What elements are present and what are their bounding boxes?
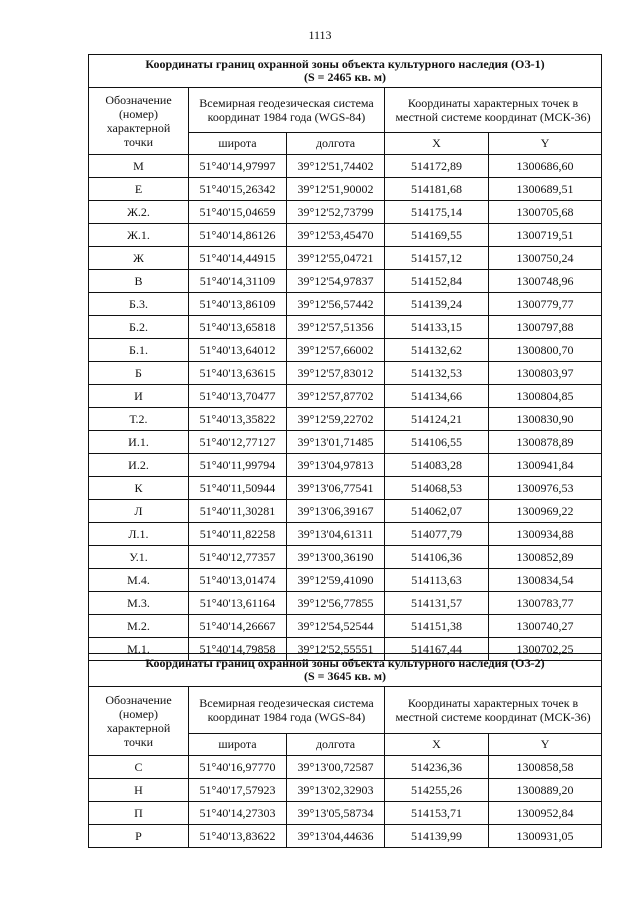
y-coordinate-cell: 1300969,22 <box>489 500 602 523</box>
point-id-cell: М.1. <box>89 638 189 661</box>
table-row <box>89 546 602 569</box>
y-coordinate-cell: 1300804,85 <box>489 385 602 408</box>
point-id-cell: Б.3. <box>89 293 189 316</box>
y-coordinate-cell: 1300705,68 <box>489 201 602 224</box>
point-id-cell: К <box>89 477 189 500</box>
point-id-cell: С <box>89 756 189 779</box>
point-id-cell: Ж.2. <box>89 201 189 224</box>
longitude-cell: 39°13'06,77541 <box>287 477 385 500</box>
table-row <box>89 316 602 339</box>
latitude-cell: 51°40'13,83622 <box>189 825 287 848</box>
table-row <box>89 270 602 293</box>
latitude-cell: 51°40'14,86126 <box>189 224 287 247</box>
table-title-line1: Координаты границ охранной зоны объекта культурного наследия (ОЗ-2) <box>145 656 545 670</box>
latitude-cell: 51°40'13,63615 <box>189 362 287 385</box>
longitude-cell: 39°12'57,83012 <box>287 362 385 385</box>
x-coordinate-cell: 514169,55 <box>385 224 489 247</box>
table-row <box>89 293 602 316</box>
latitude-cell: 51°40'12,77127 <box>189 431 287 454</box>
point-id-cell: П <box>89 802 189 825</box>
latitude-cell: 51°40'14,27303 <box>189 802 287 825</box>
x-coordinate-cell: 514132,62 <box>385 339 489 362</box>
y-coordinate-cell: 1300934,88 <box>489 523 602 546</box>
x-coordinate-cell: 514131,57 <box>385 592 489 615</box>
longitude-cell: 39°13'02,32903 <box>287 779 385 802</box>
table-title <box>89 55 602 88</box>
x-coordinate-cell: 514139,24 <box>385 293 489 316</box>
y-coordinate-cell: 1300834,54 <box>489 569 602 592</box>
header-longitude: долгота <box>287 734 385 756</box>
x-coordinate-cell: 514113,63 <box>385 569 489 592</box>
table-row <box>89 408 602 431</box>
y-coordinate-cell: 1300686,60 <box>489 155 602 178</box>
table-row <box>89 523 602 546</box>
table-row <box>89 155 602 178</box>
x-coordinate-cell: 514151,38 <box>385 615 489 638</box>
point-id-cell: Б.2. <box>89 316 189 339</box>
latitude-cell: 51°40'13,70477 <box>189 385 287 408</box>
longitude-cell: 39°13'00,36190 <box>287 546 385 569</box>
header-latitude: широта <box>189 734 287 756</box>
point-id-cell: М <box>89 155 189 178</box>
longitude-cell: 39°12'51,90002 <box>287 178 385 201</box>
coordinates-table-oz1 <box>88 54 602 661</box>
latitude-cell: 51°40'17,57923 <box>189 779 287 802</box>
table-row <box>89 431 602 454</box>
latitude-cell: 51°40'14,31109 <box>189 270 287 293</box>
longitude-cell: 39°12'57,51356 <box>287 316 385 339</box>
longitude-cell: 39°12'54,97837 <box>287 270 385 293</box>
latitude-cell: 51°40'11,99794 <box>189 454 287 477</box>
y-coordinate-cell: 1300878,89 <box>489 431 602 454</box>
latitude-cell: 51°40'14,44915 <box>189 247 287 270</box>
table-body <box>89 155 602 661</box>
x-coordinate-cell: 514236,36 <box>385 756 489 779</box>
table-row <box>89 385 602 408</box>
point-id-cell: У.1. <box>89 546 189 569</box>
x-coordinate-cell: 514181,68 <box>385 178 489 201</box>
latitude-cell: 51°40'16,97770 <box>189 756 287 779</box>
page-number: 1113 <box>308 28 332 42</box>
longitude-cell: 39°12'59,22702 <box>287 408 385 431</box>
table-row <box>89 201 602 224</box>
header-msk: Координаты характерных точек в местной системе координат (МСК-36) <box>385 88 602 133</box>
x-coordinate-cell: 514106,55 <box>385 431 489 454</box>
header-point: Обозначение (номер) характерной точки <box>89 687 189 756</box>
y-coordinate-cell: 1300858,58 <box>489 756 602 779</box>
longitude-cell: 39°13'01,71485 <box>287 431 385 454</box>
table-row <box>89 802 602 825</box>
longitude-cell: 39°12'56,57442 <box>287 293 385 316</box>
latitude-cell: 51°40'15,04659 <box>189 201 287 224</box>
table-body <box>89 756 602 848</box>
table-title-line1: Координаты границ охранной зоны объекта культурного наследия (ОЗ-1) <box>145 57 545 71</box>
x-coordinate-cell: 514152,84 <box>385 270 489 293</box>
longitude-cell: 39°12'52,55551 <box>287 638 385 661</box>
table-row <box>89 756 602 779</box>
latitude-cell: 51°40'13,35822 <box>189 408 287 431</box>
table-title <box>89 654 602 687</box>
y-coordinate-cell: 1300702,25 <box>489 638 602 661</box>
x-coordinate-cell: 514175,14 <box>385 201 489 224</box>
point-id-cell: Ж.1. <box>89 224 189 247</box>
table-row <box>89 569 602 592</box>
x-coordinate-cell: 514083,28 <box>385 454 489 477</box>
longitude-cell: 39°12'59,41090 <box>287 569 385 592</box>
header-msk: Координаты характерных точек в местной системе координат (МСК-36) <box>385 687 602 734</box>
y-coordinate-cell: 1300931,05 <box>489 825 602 848</box>
latitude-cell: 51°40'13,65818 <box>189 316 287 339</box>
x-coordinate-cell: 514255,26 <box>385 779 489 802</box>
header-x: X <box>385 734 489 756</box>
x-coordinate-cell: 514157,12 <box>385 247 489 270</box>
longitude-cell: 39°13'06,39167 <box>287 500 385 523</box>
table-title-area: (S = 3645 кв. м) <box>303 669 387 683</box>
x-coordinate-cell: 514153,71 <box>385 802 489 825</box>
longitude-cell: 39°12'54,52544 <box>287 615 385 638</box>
y-coordinate-cell: 1300889,20 <box>489 779 602 802</box>
longitude-cell: 39°12'51,74402 <box>287 155 385 178</box>
y-coordinate-cell: 1300750,24 <box>489 247 602 270</box>
y-coordinate-cell: 1300976,53 <box>489 477 602 500</box>
table-row <box>89 779 602 802</box>
table-row <box>89 362 602 385</box>
longitude-cell: 39°13'00,72587 <box>287 756 385 779</box>
point-id-cell: М.3. <box>89 592 189 615</box>
latitude-cell: 51°40'13,86109 <box>189 293 287 316</box>
longitude-cell: 39°12'57,66002 <box>287 339 385 362</box>
x-coordinate-cell: 514139,99 <box>385 825 489 848</box>
latitude-cell: 51°40'13,64012 <box>189 339 287 362</box>
longitude-cell: 39°12'55,04721 <box>287 247 385 270</box>
table-row <box>89 825 602 848</box>
point-id-cell: М.4. <box>89 569 189 592</box>
table-row <box>89 454 602 477</box>
y-coordinate-cell: 1300783,77 <box>489 592 602 615</box>
header-longitude: долгота <box>287 133 385 155</box>
point-id-cell: Б.1. <box>89 339 189 362</box>
table-title-area: (S = 2465 кв. м) <box>303 70 387 84</box>
y-coordinate-cell: 1300830,90 <box>489 408 602 431</box>
table-row <box>89 339 602 362</box>
point-id-cell: Б <box>89 362 189 385</box>
y-coordinate-cell: 1300740,27 <box>489 615 602 638</box>
y-coordinate-cell: 1300803,97 <box>489 362 602 385</box>
header-y: Y <box>489 133 602 155</box>
latitude-cell: 51°40'14,97997 <box>189 155 287 178</box>
table-row <box>89 224 602 247</box>
y-coordinate-cell: 1300800,70 <box>489 339 602 362</box>
point-id-cell: Н <box>89 779 189 802</box>
x-coordinate-cell: 514124,21 <box>385 408 489 431</box>
table-row <box>89 477 602 500</box>
point-id-cell: Е <box>89 178 189 201</box>
point-id-cell: Ж <box>89 247 189 270</box>
point-id-cell: И.2. <box>89 454 189 477</box>
header-y: Y <box>489 734 602 756</box>
table-row <box>89 247 602 270</box>
coordinates-table-oz2 <box>88 653 602 848</box>
longitude-cell: 39°13'04,61311 <box>287 523 385 546</box>
x-coordinate-cell: 514106,36 <box>385 546 489 569</box>
x-coordinate-cell: 514132,53 <box>385 362 489 385</box>
point-id-cell: Л.1. <box>89 523 189 546</box>
point-id-cell: Р <box>89 825 189 848</box>
latitude-cell: 51°40'14,26667 <box>189 615 287 638</box>
y-coordinate-cell: 1300689,51 <box>489 178 602 201</box>
longitude-cell: 39°13'04,44636 <box>287 825 385 848</box>
latitude-cell: 51°40'11,50944 <box>189 477 287 500</box>
point-id-cell: И.1. <box>89 431 189 454</box>
x-coordinate-cell: 514068,53 <box>385 477 489 500</box>
header-point: Обозначение (номер) характерной точки <box>89 88 189 155</box>
y-coordinate-cell: 1300779,77 <box>489 293 602 316</box>
x-coordinate-cell: 514077,79 <box>385 523 489 546</box>
latitude-cell: 51°40'15,26342 <box>189 178 287 201</box>
point-id-cell: Т.2. <box>89 408 189 431</box>
y-coordinate-cell: 1300797,88 <box>489 316 602 339</box>
latitude-cell: 51°40'11,30281 <box>189 500 287 523</box>
longitude-cell: 39°12'57,87702 <box>287 385 385 408</box>
longitude-cell: 39°12'52,73799 <box>287 201 385 224</box>
x-coordinate-cell: 514172,89 <box>385 155 489 178</box>
longitude-cell: 39°13'04,97813 <box>287 454 385 477</box>
longitude-cell: 39°13'05,58734 <box>287 802 385 825</box>
x-coordinate-cell: 514062,07 <box>385 500 489 523</box>
header-x: X <box>385 133 489 155</box>
latitude-cell: 51°40'13,01474 <box>189 569 287 592</box>
latitude-cell: 51°40'12,77357 <box>189 546 287 569</box>
x-coordinate-cell: 514167,44 <box>385 638 489 661</box>
table-row <box>89 592 602 615</box>
table-row <box>89 178 602 201</box>
point-id-cell: В <box>89 270 189 293</box>
header-wgs: Всемирная геодезическая система координат 1984 года (WGS-84) <box>189 88 385 133</box>
header-latitude: широта <box>189 133 287 155</box>
longitude-cell: 39°12'56,77855 <box>287 592 385 615</box>
y-coordinate-cell: 1300852,89 <box>489 546 602 569</box>
y-coordinate-cell: 1300952,84 <box>489 802 602 825</box>
x-coordinate-cell: 514134,66 <box>385 385 489 408</box>
y-coordinate-cell: 1300719,51 <box>489 224 602 247</box>
y-coordinate-cell: 1300748,96 <box>489 270 602 293</box>
latitude-cell: 51°40'13,61164 <box>189 592 287 615</box>
table-row <box>89 615 602 638</box>
latitude-cell: 51°40'14,79858 <box>189 638 287 661</box>
longitude-cell: 39°12'53,45470 <box>287 224 385 247</box>
x-coordinate-cell: 514133,15 <box>385 316 489 339</box>
header-wgs: Всемирная геодезическая система координат 1984 года (WGS-84) <box>189 687 385 734</box>
y-coordinate-cell: 1300941,84 <box>489 454 602 477</box>
table-row <box>89 500 602 523</box>
latitude-cell: 51°40'11,82258 <box>189 523 287 546</box>
point-id-cell: И <box>89 385 189 408</box>
point-id-cell: Л <box>89 500 189 523</box>
point-id-cell: М.2. <box>89 615 189 638</box>
